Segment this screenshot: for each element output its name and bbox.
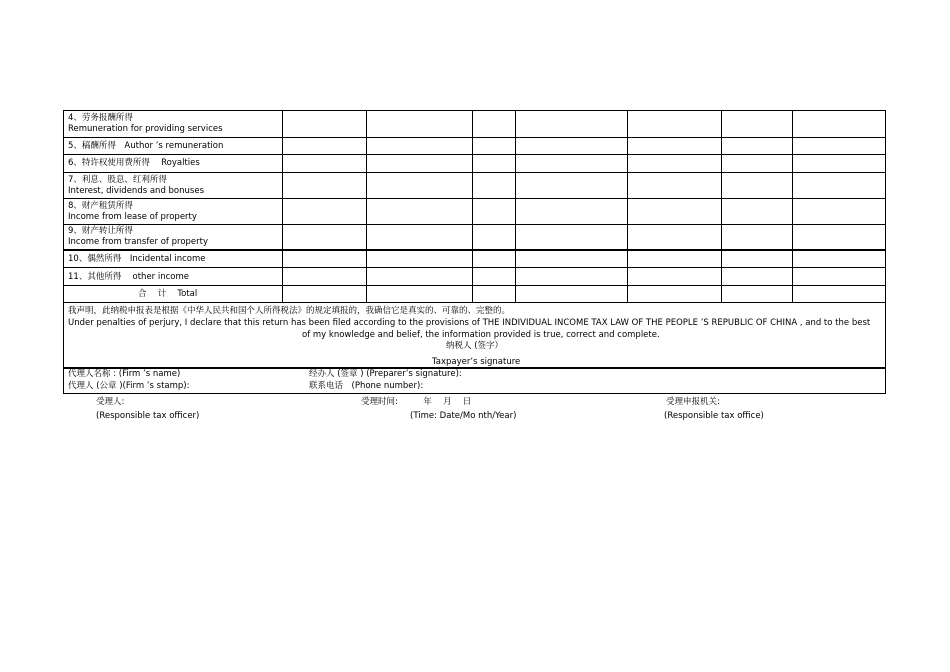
row-label-incidental: 10、偶然所得 Incidental income xyxy=(68,254,206,264)
row-label-royalties: 6、特许权使用费所得 Royalties xyxy=(68,158,200,168)
column-divider xyxy=(792,111,793,302)
row-label-other: 11、其他所得 other income xyxy=(68,272,189,282)
taxpayer-signature-zh: 纳税人 (签字） xyxy=(446,341,504,351)
column-divider xyxy=(282,111,283,302)
column-divider xyxy=(366,111,367,302)
column-divider xyxy=(515,111,516,302)
acceptance-time-en: (Time: Date/Mo nth/Year) xyxy=(410,411,517,421)
responsible-officer-en: (Responsible tax officer) xyxy=(96,411,200,421)
agent-firm-stamp: 代理人 (公章 )(Firm ’s stamp): xyxy=(68,381,190,391)
row-label-lease: 8、财产租赁所得 Income from lease of property xyxy=(68,201,197,222)
responsible-office-zh: 受理申报机关: xyxy=(666,397,720,407)
income-tax-return-form xyxy=(63,110,886,394)
declaration-en-line2: of my knowledge and belief, the information provided is true, correct and complete. xyxy=(302,330,660,340)
column-divider xyxy=(627,111,628,302)
taxpayer-signature-en: Taxpayer’s signature xyxy=(432,357,521,367)
row-label-transfer: 9、财产转让所得 Income from transfer of property xyxy=(68,226,209,247)
responsible-officer-zh: 受理人: xyxy=(96,397,125,407)
column-divider xyxy=(721,111,722,302)
row-label-author-remuneration: 5、稿酬所得 Author ’s remuneration xyxy=(68,141,224,151)
phone-number: 联系电话 (Phone number): xyxy=(309,381,424,391)
total-label: 合 计 Total xyxy=(138,289,198,299)
agent-firm-name: 代理人名称 : (Firm ’s name) xyxy=(68,369,181,379)
declaration-zh: 我声明，此纳税申报表是根据《中华人民共和国个人所得税法》的规定填报的，我确信它是真实的、可靠的、完整的。 xyxy=(68,306,511,316)
acceptance-time-zh: 受理时间: 年 月 日 xyxy=(361,397,472,407)
column-divider xyxy=(472,111,473,302)
row-label-services: 4、劳务报酬所得 Remuneration for providing services xyxy=(68,113,223,134)
preparer-signature: 经办人 (签章 ) (Preparer’s signature): xyxy=(309,369,462,379)
row-label-interest: 7、利息、股息、红利所得 Interest, dividends and bonuses xyxy=(68,175,204,196)
responsible-office-en: (Responsible tax office) xyxy=(664,411,764,421)
declaration-en-line1: Under penalties of perjury, I declare that this return has been filed according to the provisions of THE INDIVIDUAL INCOME TAX LAW OF THE PEOPLE ’S REPUBLIC OF CHINA , and to the best xyxy=(68,318,871,328)
